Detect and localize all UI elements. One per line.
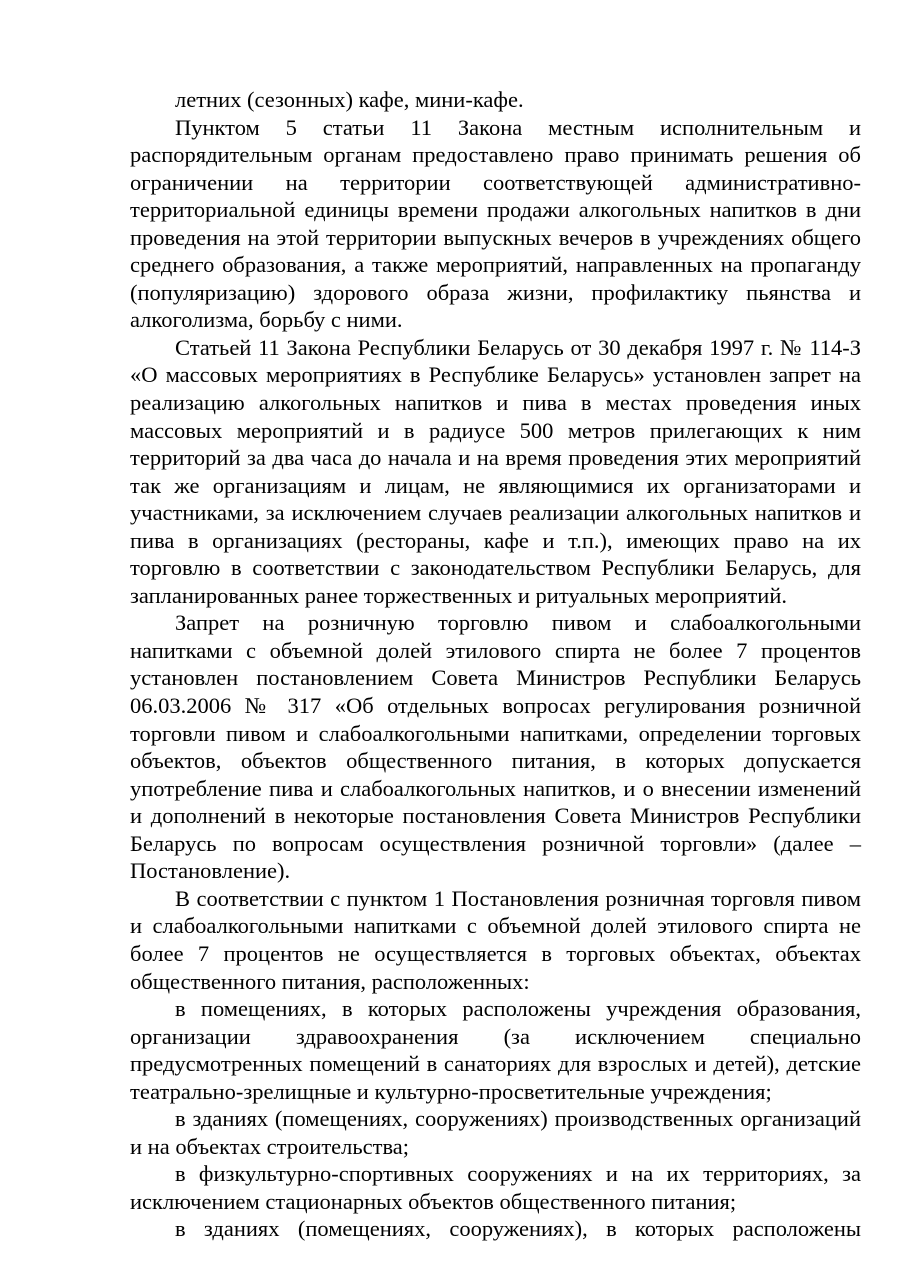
- text-line: летних (сезонных) кафе, мини-кафе.: [175, 87, 524, 112]
- text-line: более 7 процентов не осуществляется в торговых объектах, объектах: [130, 940, 861, 966]
- text-line: объектов, объектов общественного питания, в которых допускается: [130, 748, 861, 774]
- text-line: В соответствии с пунктом 1 Постановления розничная торговля пивом: [175, 885, 861, 911]
- text-line: территориальной единицы времени продажи алкогольных напитков в дни: [130, 197, 861, 223]
- text-line: участниками, за исключением случаев реализации алкогольных напитков и: [130, 500, 861, 526]
- text-line: и на объектах строительства;: [130, 1133, 410, 1159]
- text-line: алкоголизма, борьбу с ними.: [130, 307, 403, 333]
- text-line: территорий за два часа до начала и на время проведения этих мероприятий: [130, 445, 861, 471]
- text-line: Запрет на розничную торговлю пивом и слабоалкогольными: [175, 610, 861, 636]
- text-line: Постановление).: [130, 858, 291, 884]
- text-line: реализацию алкогольных напитков и пива в местах проведения иных: [130, 390, 861, 416]
- text-line: предусмотренных помещений в санаториях для взрослых и детей), детские: [130, 1051, 861, 1077]
- text-line: и дополнений в некоторые постановления Совета Министров Республики: [130, 803, 861, 829]
- text-line: (популяризацию) здорового образа жизни, профилактику пьянства и: [130, 279, 861, 305]
- text-line: торговлю в соответствии с законодательством Республики Беларусь, для: [130, 555, 861, 581]
- text-line: в зданиях (помещениях, сооружениях), в которых расположены: [175, 1216, 861, 1242]
- text-line: исключением стационарных объектов общественного питания;: [130, 1188, 737, 1214]
- text-line: 06.03.2006 № 317 «Об отдельных вопросах регулирования розничной: [130, 693, 861, 719]
- text-line: в зданиях (помещениях, сооружениях) производственных организаций: [175, 1106, 861, 1132]
- text-line: Статьей 11 Закона Республики Беларусь от 30 декабря 1997 г. № 114-З: [175, 334, 861, 360]
- text-line: массовых мероприятий и в радиусе 500 метров прилегающих к ним: [130, 417, 861, 443]
- text-line: организации здравоохранения (за исключением специально: [130, 1023, 861, 1049]
- text-line: в физкультурно-спортивных сооружениях и на их территориях, за: [175, 1161, 861, 1187]
- text-line: ограничении на территории соответствующей административно-: [130, 169, 861, 195]
- text-line: театрально-зрелищные и культурно-просветительные учреждения;: [130, 1078, 772, 1104]
- text-line: Пунктом 5 статьи 11 Закона местным исполнительным и: [175, 114, 861, 140]
- text-line: напитками с объемной долей этилового спирта не более 7 процентов: [130, 637, 861, 663]
- text-line: среднего образования, а также мероприятий, направленных на пропаганду: [130, 252, 861, 278]
- text-line: и слабоалкогольными напитками с объемной долей этилового спирта не: [130, 913, 861, 939]
- text-line: общественного питания, расположенных:: [130, 968, 530, 994]
- text-line: проведения на этой территории выпускных вечеров в учреждениях общего: [130, 224, 861, 250]
- document-page: [130, 86, 861, 1243]
- text-line: пива в организациях (рестораны, кафе и т.п.), имеющих право на их: [130, 527, 861, 553]
- text-line: так же организациям и лицам, не являющимися их организаторами и: [130, 472, 861, 498]
- text-line: Беларусь по вопросам осуществления розничной торговли» (далее –: [130, 830, 861, 856]
- text-line: употребление пива и слабоалкогольных напитков, и о внесении изменений: [130, 775, 861, 801]
- text-line: «О массовых мероприятиях в Республике Беларусь» установлен запрет на: [130, 362, 861, 388]
- text-line: торговли пивом и слабоалкогольными напитками, определении торговых: [130, 720, 861, 746]
- text-line: установлен постановлением Совета Министров Республики Беларусь: [130, 665, 861, 691]
- text-line: распорядительным органам предоставлено право принимать решения об: [130, 142, 861, 168]
- text-line: в помещениях, в которых расположены учреждения образования,: [175, 996, 861, 1022]
- text-line: запланированных ранее торжественных и ритуальных мероприятий.: [130, 582, 787, 608]
